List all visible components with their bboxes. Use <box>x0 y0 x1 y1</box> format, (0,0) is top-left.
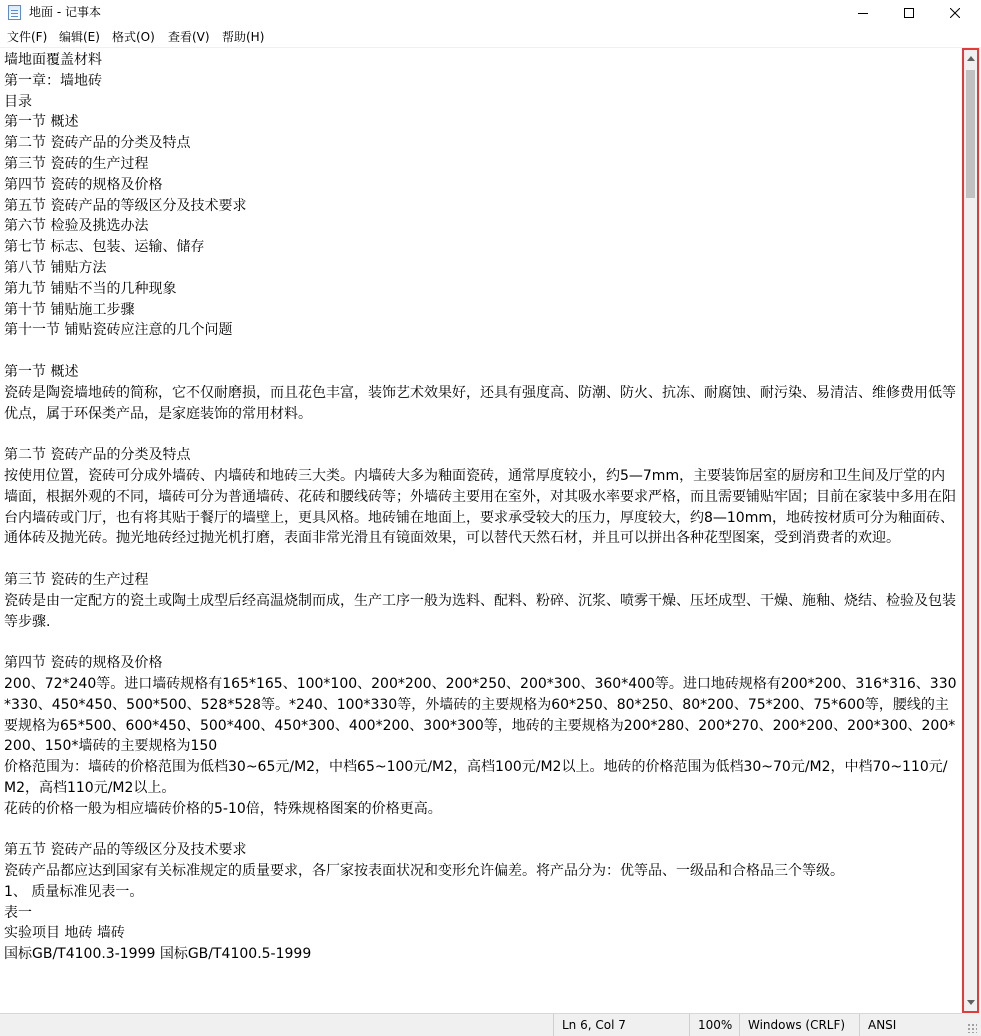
scroll-down-button[interactable] <box>964 994 977 1011</box>
zoom-level: 100% <box>689 1014 739 1036</box>
cursor-position: Ln 6, Col 7 <box>553 1014 687 1036</box>
close-icon <box>950 8 960 18</box>
text-editor-area[interactable] <box>0 48 962 1013</box>
menu-view[interactable]: 查看(V) <box>168 30 210 44</box>
close-button[interactable] <box>932 0 978 26</box>
line-ending: Windows (CRLF) <box>739 1014 859 1036</box>
maximize-button[interactable] <box>886 0 932 26</box>
menu-help[interactable]: 帮助(H) <box>222 30 265 44</box>
minimize-button[interactable] <box>840 0 886 26</box>
scroll-thumb[interactable] <box>966 70 975 198</box>
resize-grip-icon <box>967 1023 977 1033</box>
document-text[interactable]: 墙地面覆盖材料 第一章：墙地砖 目录 第一节 概述 第二节 瓷砖产品的分类及特点 第三节 瓷砖的生产过程 第四节 瓷砖的规格及价格 第五节 瓷砖产品的等级区分及技术要求 第六节 检验及挑选办法 第七节 标志、包装、运输、储存 第八节 铺贴方法 第九节 铺贴不当的几种现象 第十节 铺贴施工步骤 第十一节 铺贴瓷砖应注意的几个问题 第一节 概述 瓷砖是陶瓷墙地砖的简称，它不仅耐磨损，而且花色丰富，装饰艺术效果好，还具有强度高、防潮、防火、抗冻、耐腐蚀、耐污染、易清洁、维修费用低等优点，属于环保类产品，是家庭装饰的常用材料。 第二节 瓷砖产品的分类及特点 按使用位置，瓷砖可分成外墙砖、内墙砖和地砖三大类。内墙砖大多为釉面瓷砖，通常厚度较小，约5—7mm，主要装饰居室的厨房和卫生间及厅堂的内墙面，根据外观的不同，墙砖可分为普通墙砖、花砖和腰线砖等；外墙砖主要用在室外，对其吸水率要求严格，而且需要铺贴牢固；目前在家装中多用在阳台内墙砖或门厅，也有将其贴于餐厅的墙壁上，更具风格。地砖铺在地面上，要求承受较大的压力，厚度较大，约8—10mm，地砖按材质可分为釉面砖、通体砖及抛光砖。抛光地砖经过抛光机打磨，表面非常光滑且有镜面效果，可以替代天然石材，并且可以拼出各种花型图案，受到消费者的欢迎。 第三节 瓷砖的生产过程 瓷砖是由一定配方的瓷土或陶土成型后经高温烧制而成，生产工序一般为选料、配料、粉碎、沉浆、喷雾干燥、压坯成型、干燥、施釉、烧结、检验及包装等步骤. 第四节 瓷砖的规格及价格 200、72*240等。进口墙砖规格有165*165、100*100、200*200、200*250、200*300、360*400等。进口地砖规格有200*200、316*316、330*330、450*450、500*500、528*528等。*240、100*330等，外墙砖的主要规格为60*250、80*250、80*200、75*200、75*600等，腰线的主要规格为65*500、600*450、500*400、450*300、400*200、300*300等，地砖的主要规格为200*280、200*270、200*200、200*300、200*200、150*墙砖的主要规格为150 价格范围为：墙砖的价格范围为低档30~65元/M2，中档65~100元/M2，高档100元/M2以上。地砖的价格范围为低档30~70元/M2，中档70~110元/M2，高档110元/M2以上。 花砖的价格一般为相应墙砖价格的5-10倍，特殊规格图案的价格更高。 第五节 瓷砖产品的等级区分及技术要求 瓷砖产品都应达到国家有关标准规定的质量要求，各厂家按表面状况和变形允许偏差。将产品分为：优等品、一级品和合格品三个等级。 1、 质量标准见表一。 表一 实验项目 地砖 墙砖 国标GB/T4100.3-1999 国标GB/T4100.5-1999 <box>4 52 957 963</box>
minimize-icon <box>858 8 868 18</box>
window-title: 地面 - 记事本 <box>29 5 101 19</box>
scroll-down-arrow-icon <box>967 1000 975 1005</box>
menu-format[interactable]: 格式(O) <box>112 30 155 44</box>
status-bar <box>0 1013 962 1036</box>
encoding: ANSI <box>859 1014 962 1036</box>
vertical-scrollbar[interactable] <box>962 48 979 1013</box>
title-bar[interactable] <box>0 0 981 26</box>
maximize-icon <box>904 8 914 18</box>
scroll-up-button[interactable] <box>964 50 977 67</box>
menu-file[interactable]: 文件(F) <box>7 30 48 44</box>
menu-bar <box>0 26 981 48</box>
menu-edit[interactable]: 编辑(E) <box>59 30 100 44</box>
scroll-up-arrow-icon <box>967 56 975 61</box>
resize-corner[interactable] <box>962 1013 981 1036</box>
notepad-icon <box>8 5 21 20</box>
